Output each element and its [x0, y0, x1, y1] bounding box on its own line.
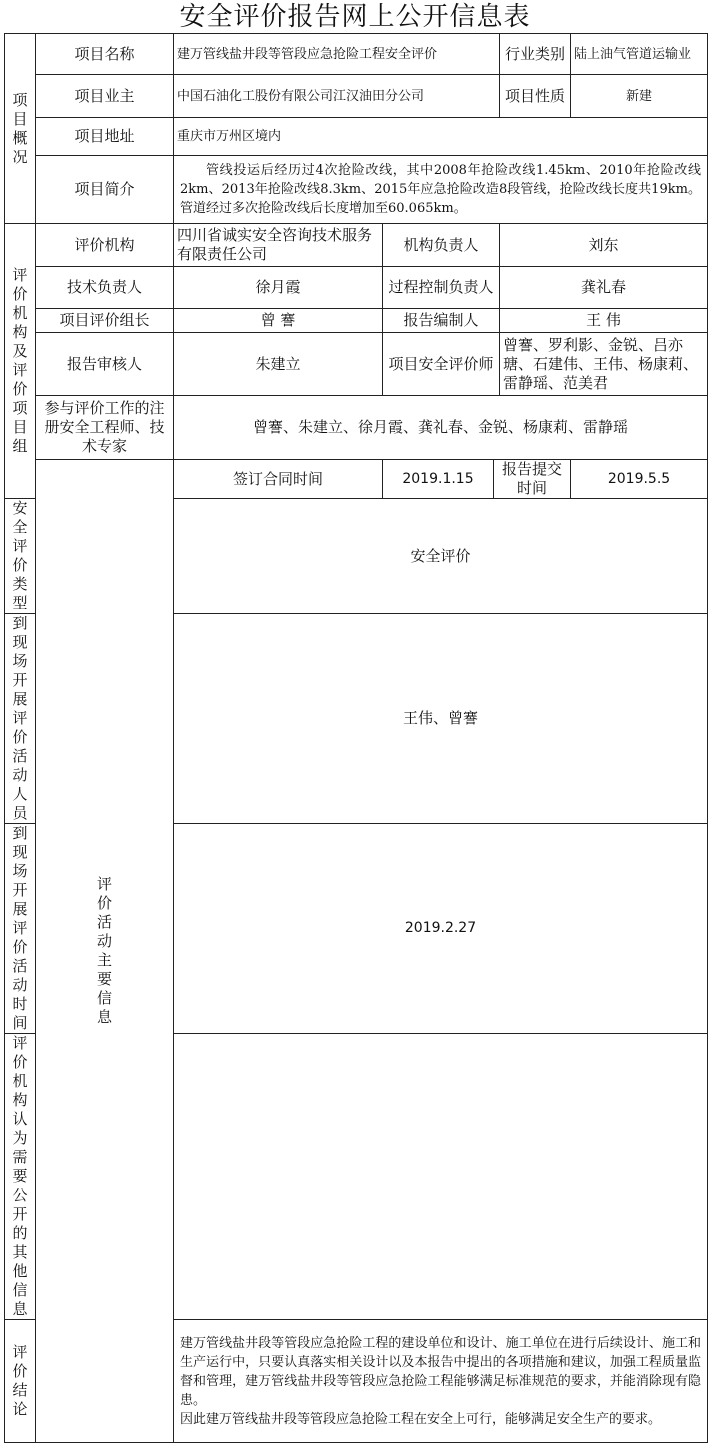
engineers-label: 参与评价工作的注册安全工程师、技术专家 [36, 396, 174, 460]
tech-head-value: 徐月霞 [174, 267, 383, 309]
project-address-label: 项目地址 [36, 118, 174, 156]
process-head-label: 过程控制负责人 [383, 267, 500, 309]
eval-type-value: 安全评价 [174, 499, 708, 614]
site-people-value: 王伟、曾謇 [174, 614, 708, 824]
project-intro-label: 项目简介 [36, 156, 174, 224]
conclusion-paragraph-2: 因此建万管线盐井段等管段应急抢险工程在安全上可行，能够满足安全生产的要求。 [180, 1411, 662, 1427]
reviewer-label: 报告审核人 [36, 333, 174, 396]
team-leader-value: 曾 謇 [174, 309, 383, 333]
eval-type-label: 安全评价类型 [5, 499, 36, 614]
conclusion-label: 评价结论 [5, 1320, 36, 1443]
report-writer-value: 王 伟 [500, 309, 708, 333]
reviewer-value: 朱建立 [174, 333, 383, 396]
team-leader-label: 项目评价组长 [36, 309, 174, 333]
agency-head-value: 刘东 [500, 224, 708, 267]
tech-head-label: 技术负责人 [36, 267, 174, 309]
engineers-value: 曾謇、朱建立、徐月霞、龚礼春、金锐、杨康莉、雷静瑶 [174, 396, 708, 460]
submit-time-value: 2019.5.5 [571, 460, 708, 499]
agency-value: 四川省诚实安全咨询技术服务有限责任公司 [174, 224, 383, 267]
project-nature-value: 新建 [571, 75, 708, 118]
section-label-org: 评价机构及评价项目组 [5, 224, 36, 499]
project-name-value: 建万管线盐井段等管段应急抢险工程安全评价 [174, 34, 500, 75]
process-head-value: 龚礼春 [500, 267, 708, 309]
other-info-value [174, 1034, 708, 1320]
industry-value: 陆上油气管道运输业 [571, 34, 708, 75]
conclusion-value [174, 1320, 708, 1443]
section-label-overview: 项目概况 [5, 34, 36, 224]
report-writer-label: 报告编制人 [383, 309, 500, 333]
project-address-value: 重庆市万州区境内 [174, 118, 708, 156]
assessors-label: 项目安全评价师 [383, 333, 500, 396]
contract-time-label: 签订合同时间 [174, 460, 383, 499]
section-label-activities: 评价活动主要信息 [36, 460, 174, 1443]
other-info-label: 评价机构认为需要公开的其他信息 [5, 1034, 36, 1320]
project-owner-value: 中国石油化工股份有限公司江汉油田分公司 [174, 75, 500, 118]
project-owner-label: 项目业主 [36, 75, 174, 118]
agency-head-label: 机构负责人 [383, 224, 500, 267]
industry-label: 行业类别 [500, 34, 571, 75]
assessors-value: 曾謇、罗利影、金锐、吕亦瑭、石建伟、王伟、杨康莉、雷静瑶、范美君 [500, 333, 708, 396]
info-table [4, 33, 708, 1443]
submit-time-label: 报告提交时间 [494, 460, 571, 499]
project-name-label: 项目名称 [36, 34, 174, 75]
conclusion-paragraph-1: 建万管线盐井段等管段应急抢险工程的建设单位和设计、施工单位在进行后续设计、施工和生产运行中，只要认真落实相关设计以及本报告中提出的各项措施和建议，加强工程质量监督和管理，建万管线盐井段等管段应急抢险工程能够满足标准规范的要求，并能消除现有隐患。 [180, 1335, 702, 1408]
contract-time-value: 2019.1.15 [383, 460, 494, 499]
project-intro-value: 管线投运后经历过4次抢险改线，其中2008年抢险改线1.45km、2010年抢险改线2km、2013年抢险改线8.3km、2015年应急抢险改造8段管线，抢险改线长度共19km。管道经过多次抢险改线后长度增加至60.065km。 [174, 156, 708, 224]
site-time-value: 2019.2.27 [174, 824, 708, 1034]
page-title: 安全评价报告网上公开信息表 [179, 2, 531, 32]
site-time-label: 到现场开展评价活动时间 [5, 824, 36, 1034]
project-nature-label: 项目性质 [500, 75, 571, 118]
site-people-label: 到现场开展评价活动人员 [5, 614, 36, 824]
agency-label: 评价机构 [36, 224, 174, 267]
